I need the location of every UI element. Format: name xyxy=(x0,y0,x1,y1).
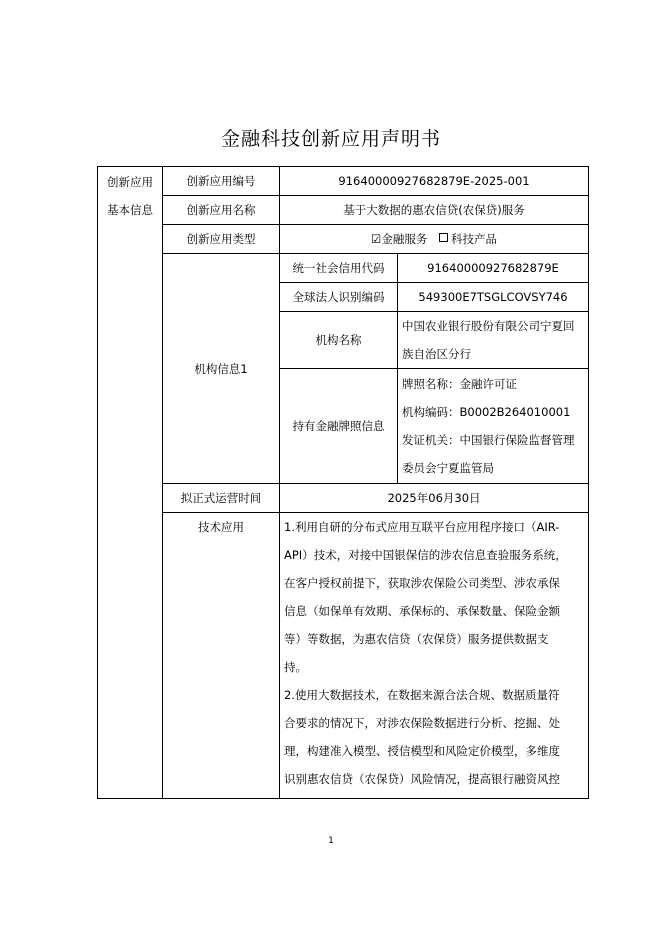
institution-label: 机构信息1 xyxy=(163,254,280,484)
license-value xyxy=(398,369,589,484)
tech-product-option xyxy=(439,232,497,246)
tech-line: API）技术，对接中国银保信的涉农信息查验服务系统， xyxy=(284,548,567,562)
document-title: 金融科技创新应用声明书 xyxy=(220,128,441,150)
tech-line: 在客户授权前提下，获取涉农保险公司类型、涉农承保 xyxy=(284,576,560,590)
lei-label: 全球法人识别编码 xyxy=(280,283,398,312)
launch-date-value: 2025年06月30日 xyxy=(280,484,589,513)
institution-name-value xyxy=(398,312,589,369)
license-line: 发证机关：中国银行保险监督管理 xyxy=(402,433,575,447)
credit-code-value: 91640000927682879E xyxy=(398,254,589,283)
financial-service-checked: ☑金融服务 xyxy=(371,232,428,246)
institution-name-label: 机构名称 xyxy=(280,312,398,369)
tech-product-label: 科技产品 xyxy=(450,232,497,246)
row-app-name xyxy=(98,196,589,225)
app-number-value: 91640000927682879E-2025-001 xyxy=(280,167,589,196)
unchecked-box-icon xyxy=(439,233,448,242)
tech-label: 技术应用 xyxy=(163,513,280,799)
section-label-line1: 创新应用 xyxy=(107,175,153,189)
tech-line: 识别惠农信贷（农保贷）风险情况，提高银行融资风控 xyxy=(284,772,560,786)
license-line: 机构编码：B0002B264010001 xyxy=(402,405,571,419)
app-type-value xyxy=(280,225,589,254)
launch-date-label: 拟正式运营时间 xyxy=(163,484,280,513)
section-label-line2: 基本信息 xyxy=(107,203,153,217)
lei-value: 549300E7TSGLCOVSY746 xyxy=(398,283,589,312)
declaration-table xyxy=(97,166,589,799)
institution-name-line: 族自治区分行 xyxy=(402,347,471,361)
tech-line: 信息（如保单有效期、承保标的、承保数量、保险金额 xyxy=(284,604,560,618)
row-credit-code xyxy=(98,254,589,283)
page-number: 1 xyxy=(328,836,334,846)
app-name-value: 基于大数据的惠农信贷(农保贷)服务 xyxy=(280,196,589,225)
institution-name-line: 中国农业银行股份有限公司宁夏回 xyxy=(402,319,575,333)
tech-line: 等）等数据，为惠农信贷（农保贷）服务提供数据支 xyxy=(284,632,549,646)
license-line: 牌照名称：金融许可证 xyxy=(402,377,517,391)
tech-value xyxy=(280,513,589,799)
section-label-cell xyxy=(98,167,163,799)
license-line: 委员会宁夏监管局 xyxy=(402,461,494,475)
tech-line: 理，构建准入模型、授信模型和风险定价模型，多维度 xyxy=(284,744,560,758)
tech-line: 1.利用自研的分布式应用互联平台应用程序接口（AIR- xyxy=(284,520,560,534)
app-name-label: 创新应用名称 xyxy=(163,196,280,225)
app-number-label: 创新应用编号 xyxy=(163,167,280,196)
row-launch-date xyxy=(98,484,589,513)
license-label: 持有金融牌照信息 xyxy=(280,369,398,484)
row-app-type xyxy=(98,225,589,254)
tech-line: 合要求的情况下，对涉农保险数据进行分析、挖掘、处 xyxy=(284,716,560,730)
credit-code-label: 统一社会信用代码 xyxy=(280,254,398,283)
row-tech xyxy=(98,513,589,799)
row-app-number xyxy=(98,167,589,196)
tech-line: 2.使用大数据技术，在数据来源合法合规、数据质量符 xyxy=(284,688,560,702)
tech-line: 持。 xyxy=(284,660,307,674)
app-type-label: 创新应用类型 xyxy=(163,225,280,254)
